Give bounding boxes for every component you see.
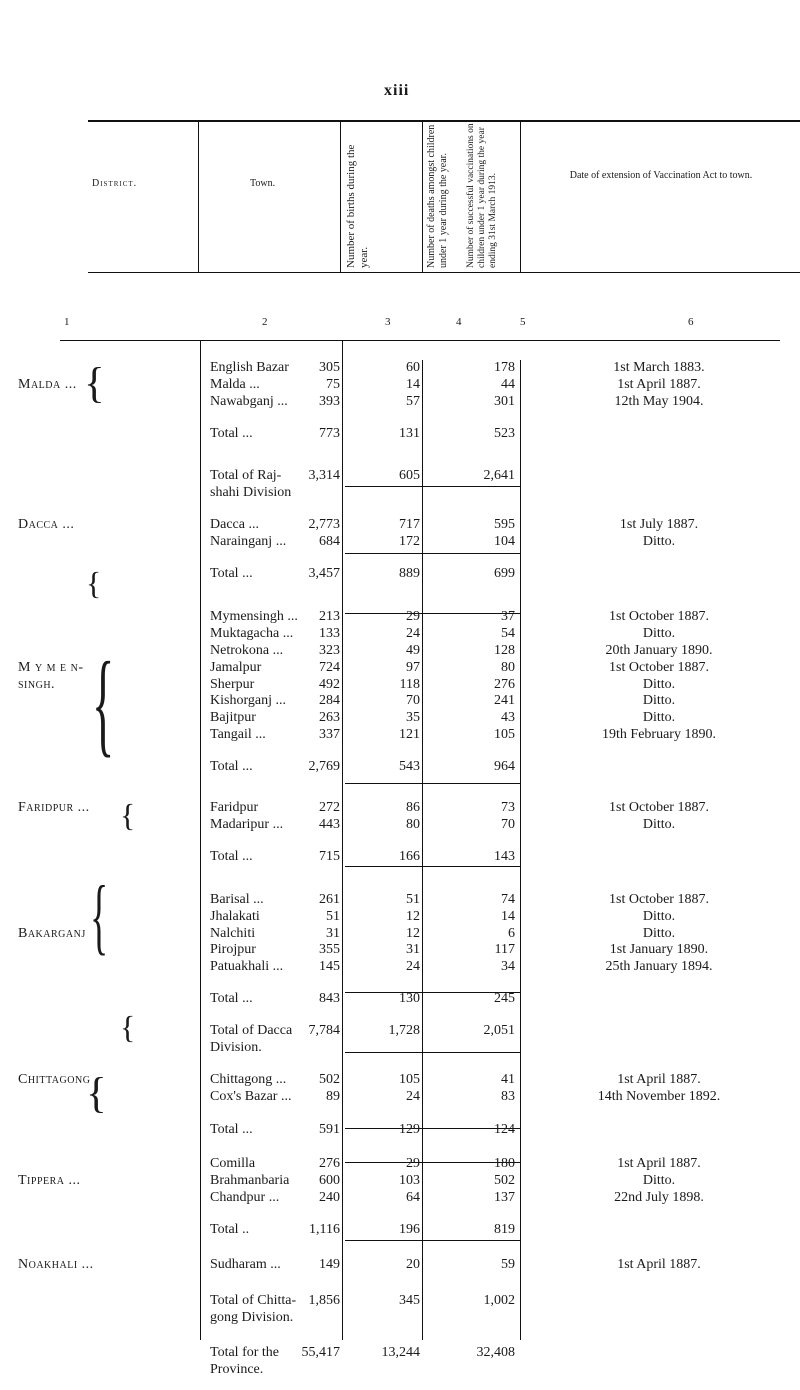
header-divider-2 — [340, 122, 341, 272]
vaccinations-cell: 2,641 — [483, 467, 515, 483]
town-cell: Total ... — [210, 566, 253, 582]
town-cell: Total of Dacca — [210, 1023, 293, 1038]
vaccinations-cell: 241 — [494, 693, 515, 709]
births-cell: 145 — [319, 959, 340, 975]
table-row — [0, 643, 800, 661]
town-cell: Pirojpur — [210, 942, 256, 958]
vaccinations-cell: 14 — [501, 908, 515, 924]
deaths-cell: 121 — [399, 727, 420, 743]
vaccinations-cell: 80 — [501, 659, 515, 675]
district-cell: Tippera ... — [18, 1172, 81, 1188]
town-cell: Barisal ... — [210, 891, 264, 907]
vaccinations-cell: 32,408 — [476, 1345, 515, 1361]
date-cell: 1st April 1887. — [617, 1155, 701, 1171]
table-row — [0, 485, 800, 503]
header-divider-1 — [198, 122, 199, 272]
vaccinations-cell: 59 — [501, 1257, 515, 1273]
deaths-cell: 51 — [406, 891, 420, 907]
table-row — [0, 1293, 800, 1311]
date-cell: 1st October 1887. — [609, 800, 709, 816]
page-number: xiii — [384, 82, 410, 99]
table-row — [0, 1173, 800, 1191]
date-cell: Ditto. — [642, 710, 676, 726]
births-cell: 2,773 — [308, 517, 340, 533]
deaths-cell: 24 — [406, 1088, 420, 1104]
births-cell: 600 — [319, 1172, 340, 1188]
deaths-cell: 86 — [406, 800, 420, 816]
births-cell: 502 — [319, 1071, 340, 1087]
deaths-cell: 24 — [406, 625, 420, 641]
vaccinations-cell: 1,002 — [483, 1292, 515, 1308]
births-cell: 1,116 — [309, 1221, 340, 1237]
town-cell: Total ... — [210, 758, 253, 774]
vaccinations-cell: 819 — [494, 1221, 515, 1237]
births-cell: 240 — [319, 1189, 340, 1205]
table-row — [0, 892, 800, 910]
births-cell: 75 — [326, 376, 340, 392]
district-cell: Noakhali ... — [18, 1257, 94, 1273]
date-cell: 19th February 1890. — [602, 727, 716, 743]
table-row — [0, 1345, 800, 1363]
table-row — [0, 660, 800, 678]
deaths-cell: 31 — [406, 942, 420, 958]
births-cell: 843 — [319, 991, 340, 1007]
date-cell: 1st April 1887. — [617, 1071, 701, 1087]
deaths-cell: 543 — [399, 758, 420, 774]
births-cell: 2,769 — [308, 758, 340, 774]
vaccinations-cell: 128 — [494, 642, 515, 658]
district-cell: M y m e n- — [18, 659, 84, 675]
births-cell: 7,784 — [308, 1023, 340, 1038]
deaths-cell: 889 — [399, 566, 420, 582]
vaccinations-cell: 699 — [494, 566, 515, 582]
town-cell: shahi Division — [210, 484, 292, 500]
deaths-cell: 118 — [399, 676, 420, 692]
header-deaths: Number of deaths amongst children under 1 year during the year. — [426, 124, 449, 268]
table-row — [0, 1023, 800, 1041]
vaccinations-cell: 124 — [494, 1122, 515, 1138]
deaths-cell: 172 — [399, 534, 420, 550]
births-cell: 337 — [319, 727, 340, 743]
colnum-1: 1 — [64, 316, 70, 328]
table-row — [0, 800, 800, 818]
vaccinations-cell: 37 — [501, 609, 515, 625]
vaccinations-cell: 74 — [501, 891, 515, 907]
deaths-cell: 605 — [399, 467, 420, 483]
births-cell: 272 — [319, 800, 340, 816]
births-cell: 31 — [326, 925, 340, 941]
deaths-cell: 131 — [399, 425, 420, 441]
vaccinations-cell: 178 — [494, 360, 515, 375]
births-cell: 323 — [319, 642, 340, 658]
header-district: District. — [92, 178, 138, 189]
births-cell: 443 — [319, 816, 340, 832]
births-cell: 591 — [319, 1122, 340, 1138]
town-cell: English Bazar — [210, 360, 289, 375]
deaths-cell: 64 — [406, 1189, 420, 1205]
deaths-cell: 345 — [399, 1292, 420, 1308]
vaccinations-cell: 34 — [501, 959, 515, 975]
births-cell: 773 — [319, 425, 340, 441]
deaths-cell: 70 — [406, 693, 420, 709]
town-cell: Mymensingh ... — [210, 609, 298, 625]
colnum-3: 3 — [385, 316, 391, 328]
header-vaccinations: Number of successful vaccinations on children under 1 year during the year ending 31st March 1913. — [466, 123, 498, 268]
table-row — [0, 1072, 800, 1090]
district-cell: Bakarganj — [18, 925, 86, 941]
births-cell: 684 — [319, 534, 340, 550]
vaccinations-cell: 70 — [501, 816, 515, 832]
date-cell: Ditto. — [642, 816, 676, 832]
date-cell: 1st January 1890. — [609, 942, 709, 958]
vaccinations-cell: 964 — [494, 758, 515, 774]
header-bottom-rule — [88, 272, 800, 273]
town-cell: Jhalakati — [210, 908, 260, 924]
deaths-cell: 103 — [399, 1172, 420, 1188]
town-cell: Tangail ... — [210, 727, 266, 743]
town-cell: Dacca ... — [210, 517, 259, 533]
births-cell: 3,457 — [308, 566, 340, 582]
town-cell: Faridpur — [210, 800, 259, 816]
vaccinations-cell: 6 — [508, 925, 515, 941]
district-cell: Malda ... — [18, 376, 77, 392]
deaths-cell: 49 — [406, 642, 420, 658]
table-row — [0, 426, 800, 444]
district-cell: Dacca ... — [18, 517, 75, 533]
deaths-cell: 130 — [399, 991, 420, 1007]
date-cell: 1st October 1887. — [609, 891, 709, 907]
deaths-cell: 97 — [406, 659, 420, 675]
table-row — [0, 909, 800, 927]
table-row — [0, 377, 800, 395]
town-cell: Chandpur ... — [210, 1189, 280, 1205]
deaths-cell: 1,728 — [388, 1023, 420, 1038]
colnum-5: 5 — [520, 316, 526, 328]
deaths-cell: 166 — [399, 848, 420, 864]
town-cell: Malda ... — [210, 376, 260, 392]
brace-tippera: { — [86, 1069, 107, 1117]
brace-dacca: { — [86, 565, 102, 601]
vaccinations-cell: 104 — [494, 534, 515, 550]
table-row — [0, 534, 800, 552]
deaths-cell: 35 — [406, 710, 420, 726]
town-cell: Brahmanbaria — [210, 1172, 290, 1188]
deaths-cell: 57 — [406, 393, 420, 409]
births-cell: 51 — [326, 908, 340, 924]
vaccinations-cell: 137 — [494, 1189, 515, 1205]
town-cell: Muktagacha ... — [210, 625, 294, 641]
table-row — [0, 626, 800, 644]
top-rule — [88, 120, 800, 122]
vaccinations-cell: 54 — [501, 625, 515, 641]
town-cell: Cox's Bazar ... — [210, 1088, 292, 1104]
vaccinations-cell: 301 — [494, 393, 515, 409]
table-row — [0, 959, 800, 977]
district-cell: singh. — [18, 676, 56, 692]
town-cell: Netrokona ... — [210, 642, 284, 658]
town-cell: Patuakhali ... — [210, 959, 284, 975]
table-row — [0, 1222, 800, 1240]
births-cell: 284 — [319, 693, 340, 709]
births-cell: 492 — [319, 676, 340, 692]
deaths-cell: 14 — [406, 376, 420, 392]
header-town: Town. — [250, 178, 276, 189]
table-row — [0, 1190, 800, 1208]
header-date: Date of extension of Vaccination Act to town. — [569, 170, 753, 181]
vaccinations-cell: 245 — [494, 991, 515, 1007]
date-cell: 22nd July 1898. — [614, 1189, 704, 1205]
births-cell: 149 — [319, 1257, 340, 1273]
town-cell: Sherpur — [210, 676, 255, 692]
births-cell: 3,314 — [308, 467, 340, 483]
deaths-cell: 717 — [399, 517, 420, 533]
date-cell: 25th January 1894. — [605, 959, 713, 975]
date-cell: 12th May 1904. — [614, 393, 704, 409]
table-row — [0, 849, 800, 867]
births-cell: 89 — [326, 1088, 340, 1104]
births-cell: 1,856 — [308, 1292, 340, 1308]
table-row — [0, 991, 800, 1009]
table-row — [0, 517, 800, 535]
births-cell: 393 — [319, 393, 340, 409]
table-row — [0, 710, 800, 728]
births-cell: 261 — [319, 891, 340, 907]
vaccinations-cell: 276 — [494, 676, 515, 692]
town-cell: Chittagong ... — [210, 1071, 287, 1087]
town-cell: Bajitpur — [210, 710, 256, 726]
births-cell: 276 — [319, 1155, 340, 1171]
date-cell: 20th January 1890. — [605, 642, 713, 658]
table-row — [0, 1089, 800, 1107]
vaccinations-cell: 43 — [501, 710, 515, 726]
date-cell: Ditto. — [642, 925, 676, 941]
town-cell: Division. — [210, 1039, 262, 1055]
table-row — [0, 1257, 800, 1275]
births-cell: 213 — [319, 609, 340, 625]
table-row — [0, 693, 800, 711]
vaccinations-cell: 73 — [501, 800, 515, 816]
vaccinations-cell: 2,051 — [483, 1023, 515, 1038]
deaths-cell: 29 — [406, 609, 420, 625]
deaths-cell: 105 — [399, 1071, 420, 1087]
table-row — [0, 1156, 800, 1174]
table-row — [0, 677, 800, 695]
colnum-2: 2 — [262, 316, 268, 328]
brace-faridpur: { — [120, 798, 136, 834]
deaths-cell: 12 — [406, 925, 420, 941]
town-cell: Total ... — [210, 425, 253, 441]
town-cell: Nawabganj ... — [210, 393, 288, 409]
vaccinations-cell: 180 — [494, 1155, 515, 1171]
town-cell: Total of Raj- — [210, 467, 282, 483]
town-cell: Total ... — [210, 848, 253, 864]
header-births: Number of births during the year. — [345, 144, 370, 268]
vaccinations-cell: 105 — [494, 727, 515, 743]
deaths-cell: 60 — [406, 360, 420, 375]
vaccinations-cell: 117 — [494, 942, 515, 958]
total-rule — [345, 553, 520, 554]
date-cell: Ditto. — [642, 693, 676, 709]
deaths-cell: 13,244 — [381, 1345, 420, 1361]
district-cell: Chittagong — [18, 1071, 91, 1087]
births-cell: 724 — [319, 659, 340, 675]
brace-mymensingh: { — [92, 639, 115, 768]
vaccinations-cell: 143 — [494, 848, 515, 864]
date-cell: 1st July 1887. — [619, 517, 699, 533]
town-cell: Kishorganj ... — [210, 693, 286, 709]
town-cell: Sudharam ... — [210, 1257, 281, 1273]
town-cell: gong Division. — [210, 1309, 294, 1325]
column-number-rule — [60, 340, 780, 341]
date-cell: 14th November 1892. — [597, 1088, 721, 1104]
births-cell: 263 — [319, 710, 340, 726]
table-row — [0, 1122, 800, 1140]
town-cell: Total ... — [210, 1122, 253, 1138]
vaccinations-cell: 502 — [494, 1172, 515, 1188]
date-cell: 1st October 1887. — [609, 659, 709, 675]
date-cell: 1st October 1887. — [609, 609, 709, 625]
table-row — [0, 360, 800, 378]
date-cell: 1st April 1887. — [617, 376, 701, 392]
births-cell: 305 — [319, 360, 340, 375]
table-row — [0, 1310, 800, 1328]
births-cell: 355 — [319, 942, 340, 958]
header-divider-3 — [422, 122, 423, 272]
table-row — [0, 727, 800, 745]
town-cell: Nalchiti — [210, 925, 256, 941]
date-cell: Ditto. — [642, 625, 676, 641]
brace-bakarganj: { — [90, 870, 109, 964]
town-cell: Jamalpur — [210, 659, 262, 675]
town-cell: Total of Chitta- — [210, 1292, 297, 1308]
town-cell: Total for the — [210, 1345, 279, 1361]
table-row — [0, 1362, 800, 1380]
colnum-4: 4 — [456, 316, 462, 328]
town-cell: Province. — [210, 1362, 264, 1377]
vaccinations-cell: 523 — [494, 425, 515, 441]
vaccinations-cell: 83 — [501, 1088, 515, 1104]
table-row — [0, 609, 800, 627]
total-rule — [345, 1240, 520, 1241]
district-cell: Faridpur ... — [18, 800, 90, 816]
date-cell: 1st March 1883. — [613, 360, 705, 375]
date-cell: Ditto. — [642, 1172, 676, 1188]
deaths-cell: 20 — [406, 1257, 420, 1273]
vaccinations-cell: 41 — [501, 1071, 515, 1087]
brace-malda: { — [84, 359, 105, 407]
date-cell: Ditto. — [642, 534, 676, 550]
vaccinations-cell: 44 — [501, 376, 515, 392]
total-rule — [345, 783, 520, 784]
town-cell: Total .. — [210, 1221, 250, 1237]
table-row — [0, 1040, 800, 1058]
table-row — [0, 942, 800, 960]
date-cell: Ditto. — [642, 676, 676, 692]
deaths-cell: 12 — [406, 908, 420, 924]
town-cell: Narainganj ... — [210, 534, 287, 550]
table-row — [0, 926, 800, 944]
table-row — [0, 394, 800, 412]
deaths-cell: 129 — [399, 1122, 420, 1138]
births-cell: 55,417 — [301, 1345, 340, 1361]
deaths-cell: 24 — [406, 959, 420, 975]
table-row — [0, 817, 800, 835]
colnum-6: 6 — [688, 316, 694, 328]
births-cell: 133 — [319, 625, 340, 641]
date-cell: 1st April 1887. — [617, 1257, 701, 1273]
brace-chittagong: { — [120, 1009, 136, 1045]
date-cell: Ditto. — [642, 908, 676, 924]
header-divider-4 — [520, 122, 521, 272]
town-cell: Madaripur ... — [210, 816, 284, 832]
vaccinations-cell: 595 — [494, 517, 515, 533]
deaths-cell: 29 — [406, 1155, 420, 1171]
table-row — [0, 759, 800, 777]
births-cell: 715 — [319, 848, 340, 864]
deaths-cell: 80 — [406, 816, 420, 832]
table-row — [0, 566, 800, 584]
deaths-cell: 196 — [399, 1221, 420, 1237]
town-cell: Total ... — [210, 991, 253, 1007]
table-row — [0, 468, 800, 486]
town-cell: Comilla — [210, 1155, 256, 1171]
